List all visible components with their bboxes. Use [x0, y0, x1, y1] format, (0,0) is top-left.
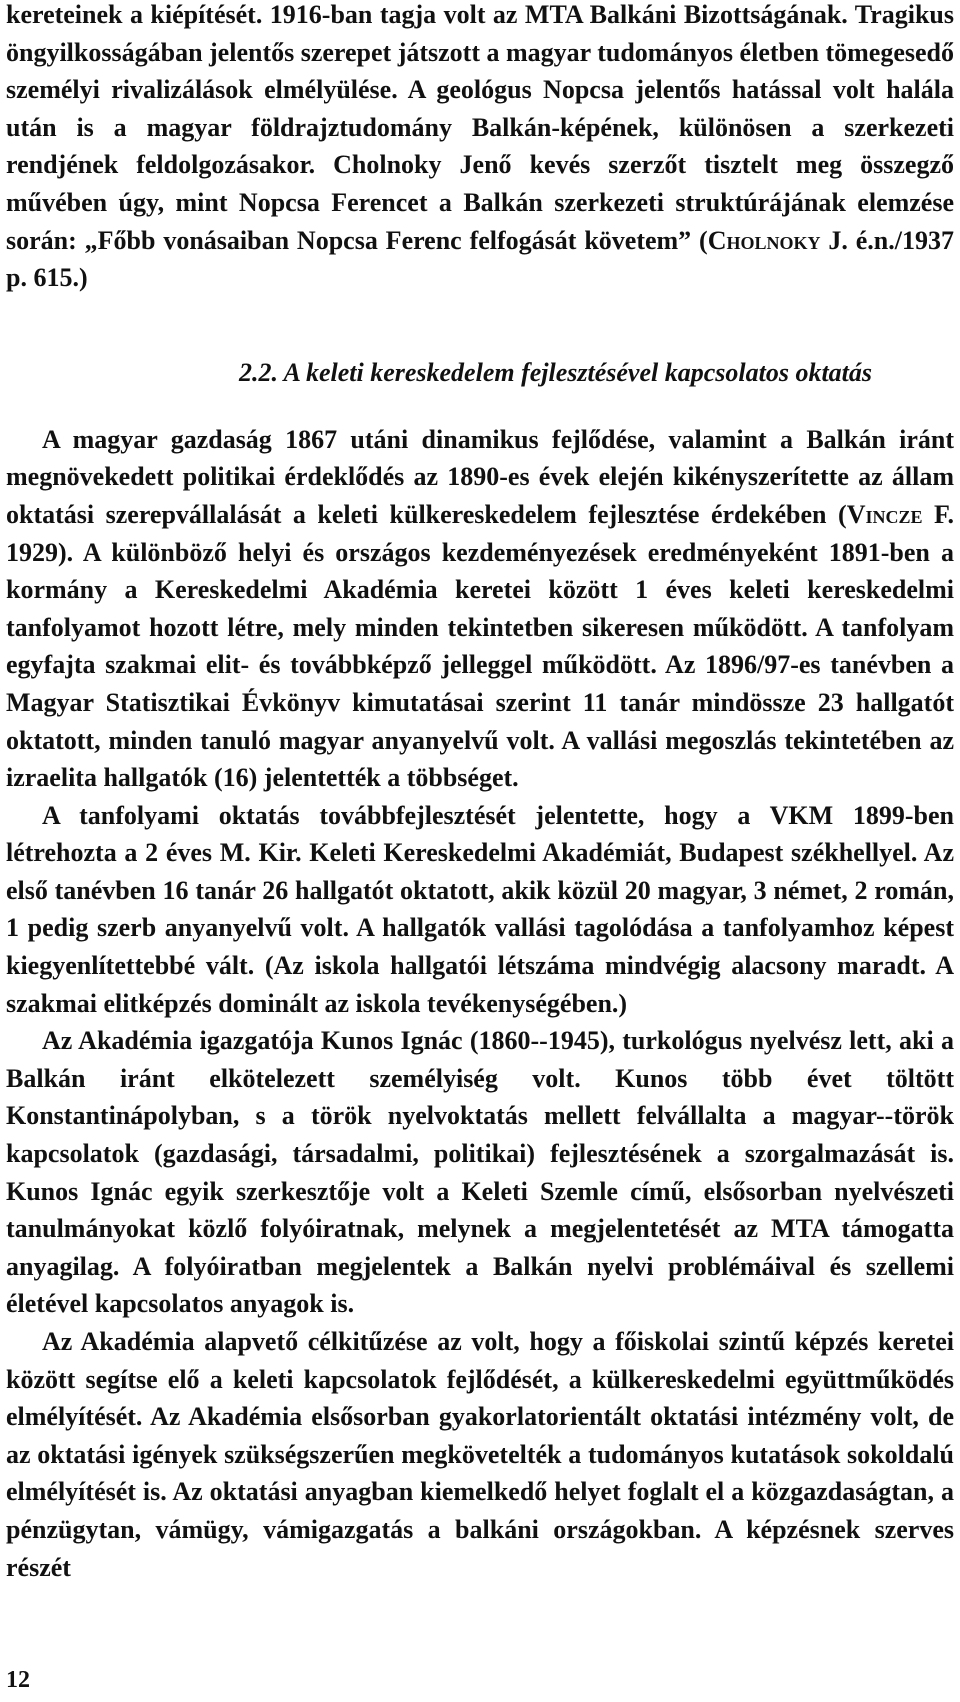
section-title: A keleti kereskedelem fejlesztésével kapcsolatos oktatás	[283, 357, 873, 387]
section-heading	[6, 354, 954, 391]
body-paragraph: Az Akadémia alapvető célkitűzése az volt, hogy a főiskolai szintű képzés keretei között segítse elő a keleti kapcsolatok fejlődését, a külkereskedelmi együttműködés elmélyítését. Az Akadémia elsősorban gyakorlatorientált oktatási intézmény volt, de az oktatási igények szükségszerűen megkövetelték a tudományos kutatások sokoldalú elmélyítését is. Az oktatási anyagban kiemelkedő helyet foglalt el a közgazdaságtan, a pénzügytan, vámügy, vámigazgatás a balkáni országokban. A képzésnek szerves részét	[6, 1327, 954, 1582]
document-page	[6, 0, 954, 1586]
intro-paragraph	[6, 0, 954, 297]
cited-author: Vincze	[846, 499, 923, 529]
page-number: 12	[6, 1667, 30, 1693]
paragraph-text: A magyar gazdaság 1867 utáni dinamikus fejlődése, valamint a Balkán iránt megnövekedett politikai érdeklődés az 1890-es évek elején kikényszerítette az állam oktatási szerepvállalását a keleti külkereskedelem fejlesztése érdekében (	[6, 424, 954, 529]
section-number: 2.2.	[239, 357, 278, 387]
intro-text: kereteinek a kiépítését. 1916-ban tagja volt az MTA Balkáni Bizottságának. Tragikus öngyilkosságában jelentős szerepet játszott a magyar tudományos életben tömegesedő személyi rivalizálások elmélyülése. A geológus Nopcsa jelentős hatással volt halála után is a magyar földrajztudomány Balkán-képének, különösen a szerkezeti rendjének feldolgozásakor. Cholnoky Jenő kevés szerzőt tisztelt meg összegző művében úgy, mint Nopcsa Ferencet a Balkán szerkezeti struktúrájának elemzése során: „Főbb vonásaiban Nopcsa Ferenc felfogását követem” (	[6, 0, 954, 255]
paragraph-text: F. 1929). A különböző helyi és országos kezdeményezések eredményeként 1891-ben a kormány a Kereskedelmi Akadémia keretei között 1 éves keleti kereskedelmi tanfolyamot hozott létre, mely minden tekintetben sikeresen működött. A tanfolyam egyfajta szakmai elit- és továbbképző jelleggel működött. Az 1896/97-es tanévben a Magyar Statisztikai Évkönyv kimutatásai szerint 11 tanár mindössze 23 hallgatót oktatott, minden tanuló magyar anyanyelvű volt. A vallási megoszlás tekintetében az izraelita hallgatók (16) jelentették a többséget.	[6, 499, 955, 793]
cited-author: Cholnoky	[707, 225, 821, 255]
heading-spacer	[6, 391, 954, 421]
body-paragraph: Az Akadémia igazgatója Kunos Ignác (1860--1945), turkológus nyelvész lett, aki a Balkán iránt elkötelezett személyiség volt. Kunos több évet töltött Konstantinápolyban, s a török nyelvoktatás mellett felvállalta a magyar--török kapcsolatok (gazdasági, társadalmi, politikai) fejlesztésének a szorgalmazását is. Kunos Ignác egyik szerkesztője volt a Keleti Szemle című, elsősorban nyelvészeti tanulmányokat közlő folyóiratnak, melynek a megjelentetését az MTA támogatta anyagilag. A folyóiratban megjelentek a Balkán nyelvi problémáival és szellemi életével kapcsolatos anyagok is.	[6, 1026, 954, 1319]
citation-text: J. é.n./1937 p. 615.)	[6, 225, 954, 293]
body-paragraph	[6, 421, 954, 797]
body-paragraph: A tanfolyami oktatás továbbfejlesztését jelentette, hogy a VKM 1899-ben létrehozta a 2 éves M. Kir. Keleti Kereskedelmi Akadémiát, Budapest székhellyel. Az első tanévben 16 tanár 26 hallgatót oktatott, akik közül 20 magyar, 3 német, 2 román, 1 pedig szerb anyanyelvű volt. A hallgatók vallási tagolódása a tanfolyamhoz képest kiegyenlítettebbé vált. (Az iskola hallgatói létszáma mindvégig alacsony maradt. A szakmai elitképzés dominált az iskola tevékenységében.)	[6, 800, 954, 1018]
